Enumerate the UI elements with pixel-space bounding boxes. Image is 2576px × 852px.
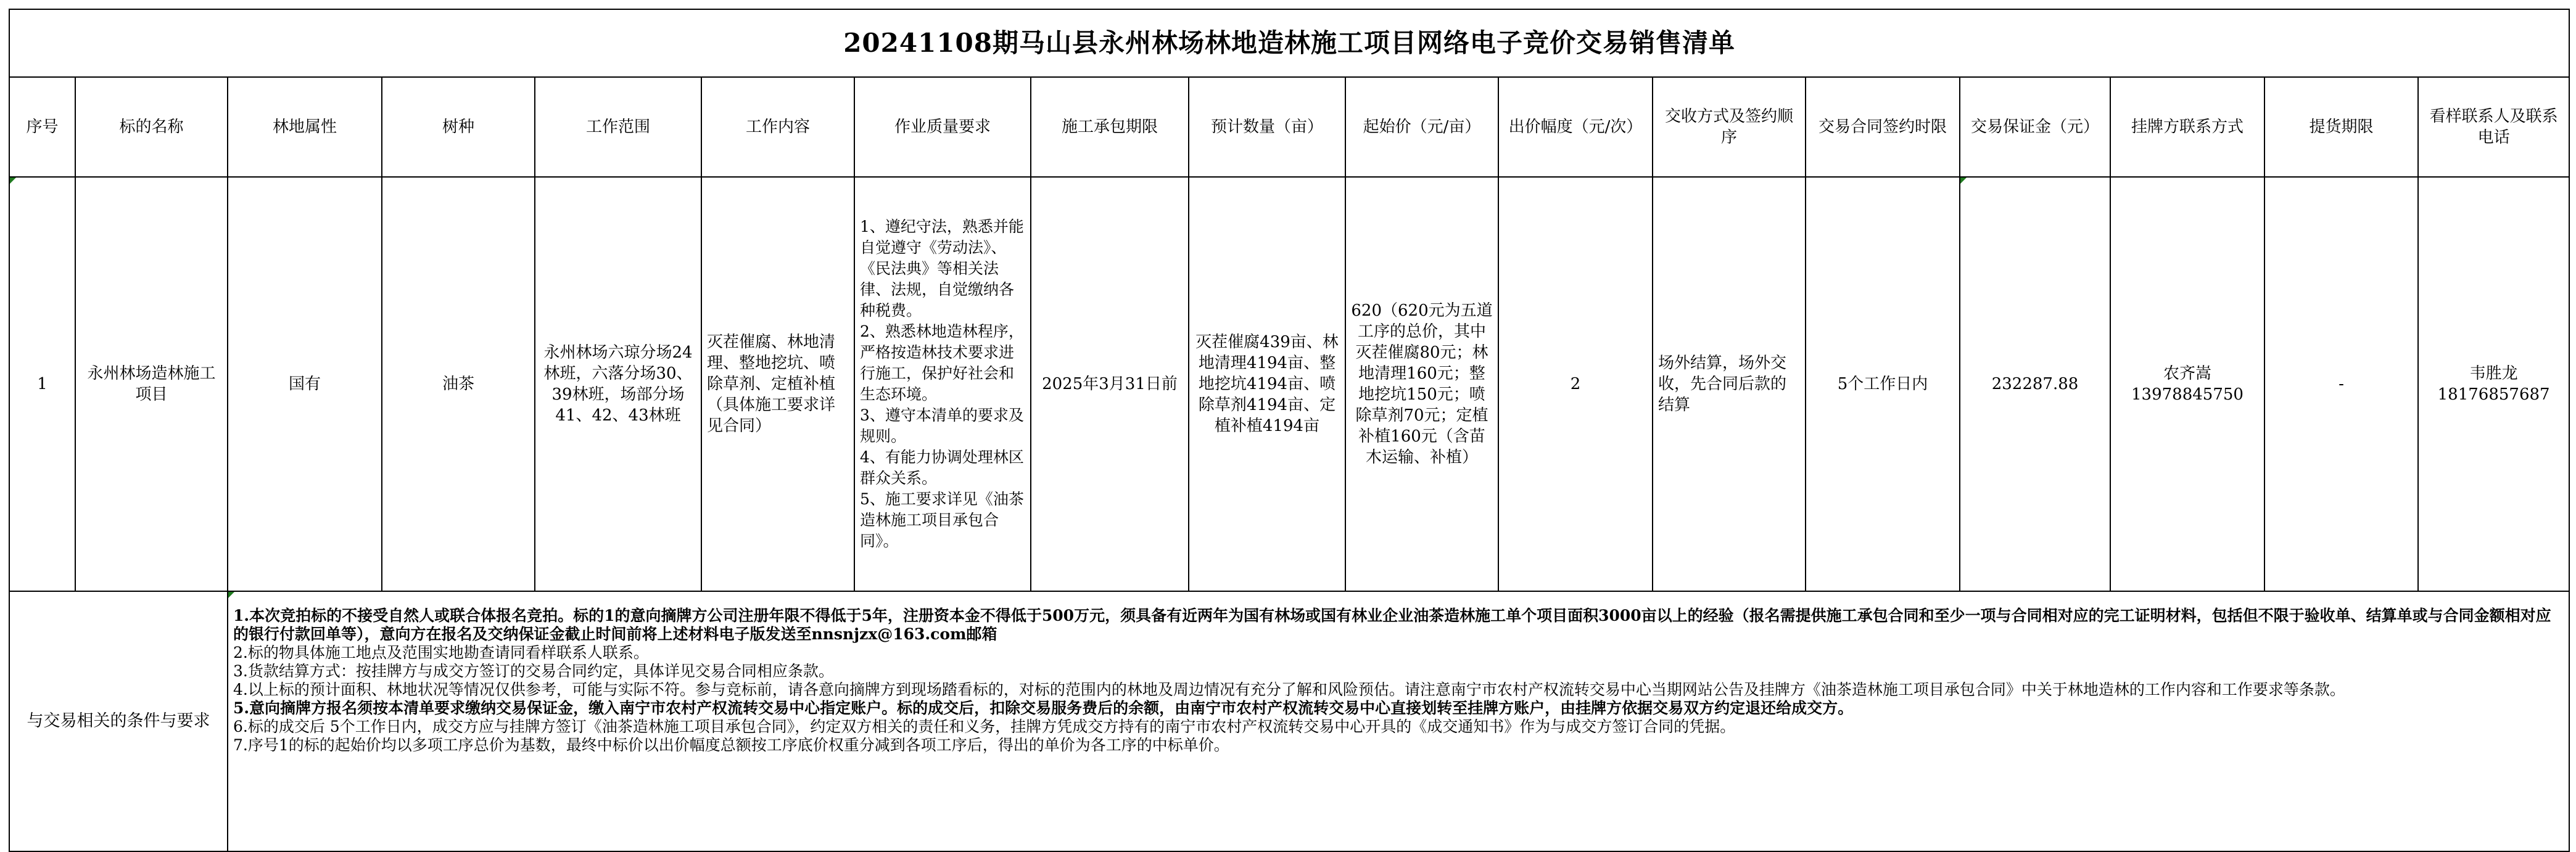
- header-sign-limit: 交易合同签约时限: [1806, 77, 1960, 177]
- condition-item-4: 4.以上标的预计面积、林地状况等情况仅供参考，可能与实际不符。参与竞标前，请各意向摘牌方到现场踏看标的，对标的范围内的林地及周边情况有充分了解和风险预估。请注意南宁市农村产权流转交易中心当期网站公告及挂牌方《油茶造林施工项目承包合同》中关于林地造林的工作内容和工作要求等条款。: [233, 681, 2345, 698]
- header-scope: 工作范围: [535, 77, 701, 177]
- cell-pickup: -: [2264, 177, 2418, 591]
- condition-item-5: 5.意向摘牌方报名须按本清单要求缴纳交易保证金，缴入南宁市农村产权流转交易中心指定账户。标的成交后，扣除交易服务费后的余额，由南宁市农村产权流转交易中心直接划转至挂牌方账户，由挂牌方依据交易双方约定退还给成交方。: [233, 699, 1854, 717]
- sales-list-table: [9, 9, 2570, 852]
- header-lister-contact: 挂牌方联系方式: [2110, 77, 2264, 177]
- header-content: 工作内容: [701, 77, 854, 177]
- header-species: 树种: [382, 77, 535, 177]
- cell-increment: 2: [1498, 177, 1653, 591]
- header-pickup: 提货期限: [2264, 77, 2418, 177]
- header-start-price: 起始价（元/亩）: [1345, 77, 1498, 177]
- header-attr: 林地属性: [228, 77, 382, 177]
- cell-viewing-contact: 韦胜龙 18176857687: [2418, 177, 2569, 591]
- cell-seq: 1: [9, 177, 75, 591]
- header-name: 标的名称: [75, 77, 228, 177]
- page-title: 20241108期马山县永州林场林地造林施工项目网络电子竞价交易销售清单: [9, 9, 2569, 77]
- header-quality: 作业质量要求: [854, 77, 1031, 177]
- conditions-row: [9, 591, 2569, 851]
- cell-lister-contact: 农齐嵩 13978845750: [2110, 177, 2264, 591]
- table-row: [9, 177, 2569, 591]
- condition-item-6: 6.标的成交后 5个工作日内，成交方应与挂牌方签订《油茶造林施工项目承包合同》，约定双方相关的责任和义务，挂牌方凭成交方持有的南宁市农村产权流转交易中心开具的《成交通知书》作为与成交方签订合同的凭据。: [233, 718, 1736, 735]
- header-seq: 序号: [9, 77, 75, 177]
- cell-quality: 1、遵纪守法，熟悉并能自觉遵守《劳动法》、《民法典》等相关法律、法规，自觉缴纳各种税费。 2、熟悉林地造林程序，严格按造林技术要求进行施工，保护好社会和生态环境。 3、遵守本清单的要求及规则。 4、有能力协调处理林区群众关系。 5、施工要求详见《油茶造林施工项目承包合同》。: [854, 177, 1031, 591]
- cell-name: 永州林场造林施工项目: [75, 177, 228, 591]
- header-period: 施工承包期限: [1031, 77, 1189, 177]
- cell-start-price: 620（620元为五道工序的总价，其中灭茬催腐80元；林地清理160元；整地挖坑150元；喷除草剂70元；定植补植160元（含苗木运输、补植）: [1345, 177, 1498, 591]
- cell-attr: 国有: [228, 177, 382, 591]
- condition-item-2: 2.标的物具体施工地点及范围实地勘查请同看样联系人联系。: [233, 644, 649, 662]
- header-row: [9, 77, 2569, 177]
- header-delivery: 交收方式及签约顺序: [1653, 77, 1806, 177]
- cell-species: 油茶: [382, 177, 535, 591]
- header-viewing-contact: 看样联系人及联系电话: [2418, 77, 2569, 177]
- conditions-body: [228, 591, 2569, 851]
- condition-item-7: 7.序号1的标的起始价均以多项工序总价为基数，最终中标价以出价幅度总额按工序底价权重分减到各项工序后，得出的单价为各工序的中标单价。: [233, 736, 1229, 754]
- header-quantity: 预计数量（亩）: [1189, 77, 1345, 177]
- cell-period: 2025年3月31日前: [1031, 177, 1189, 591]
- cell-delivery: 场外结算，场外交收，先合同后款的结算: [1653, 177, 1806, 591]
- condition-item-1: 1.本次竞拍标的不接受自然人或联合体报名竞拍。标的1的意向摘牌方公司注册年限不得低于5年，注册资本金不得低于500万元，须具备有近两年为国有林场或国有林业企业油茶造林施工单个项目面积3000亩以上的经验（报名需提供施工承包合同和至少一项与合同相对应的完工证明材料，包括但不限于验收单、结算单或与合同金额相对应的银行付款回单等），意向方在报名及交纳保证金截止时间前将上述材料电子版发送至nnsnjzx@163.com邮箱: [233, 607, 2551, 643]
- cell-sign-limit: 5个工作日内: [1806, 177, 1960, 591]
- cell-scope: 永州林场六琼分场24林班，六落分场30、39林班，场部分场41、42、43林班: [535, 177, 701, 591]
- condition-item-3: 3.货款结算方式：按挂牌方与成交方签订的交易合同约定，具体详见交易合同相应条款。: [233, 662, 834, 680]
- header-deposit: 交易保证金（元）: [1960, 77, 2110, 177]
- header-increment: 出价幅度（元/次）: [1498, 77, 1653, 177]
- cell-deposit: 232287.88: [1960, 177, 2110, 591]
- conditions-label: 与交易相关的条件与要求: [9, 591, 228, 851]
- sales-list-sheet: [9, 9, 2576, 832]
- cell-quantity: 灭茬催腐439亩、林地清理4194亩、整地挖坑4194亩、喷除草剂4194亩、定植补植4194亩: [1189, 177, 1345, 591]
- cell-content: 灭茬催腐、林地清理、整地挖坑、喷除草剂、定植补植（具体施工要求详见合同）: [701, 177, 854, 591]
